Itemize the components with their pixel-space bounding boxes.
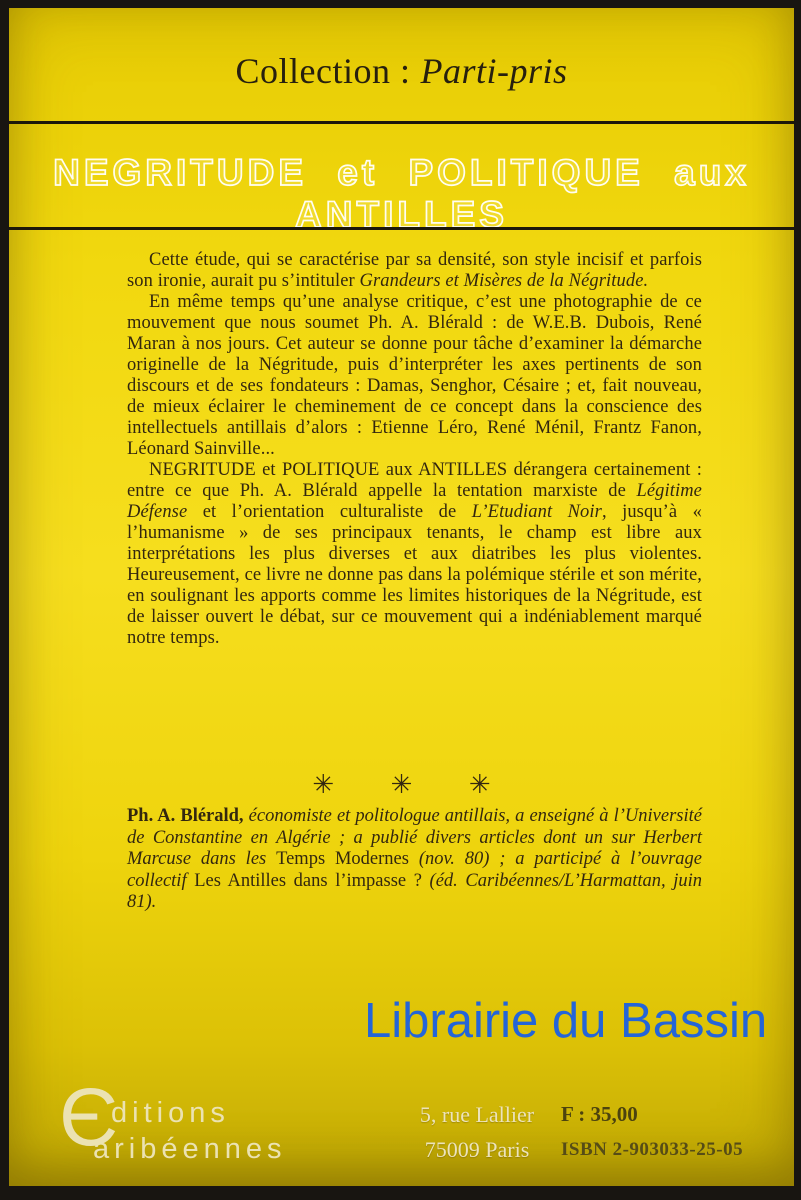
author-note: [127, 806, 702, 914]
footer: [9, 1072, 794, 1186]
price: F : 35,00: [561, 1102, 638, 1126]
publisher-logo: [59, 1072, 359, 1183]
publisher-name-line1: ditions: [111, 1097, 230, 1129]
book-title: NEGRITUDE et POLITIQUE aux ANTILLES: [53, 152, 750, 235]
paragraph: NEGRITUDE et POLITIQUE aux ANTILLES dérangera certainement : entre ce que Ph. A. Blérald appelle la tentation marxiste de Légitime Défense et l’orientation culturaliste de L’Etudiant Noir, jusqu’à « l’humanisme » de ses principaux tenants, le champ est libre aux interprétations les plus diverses et aux diatribes les plus violentes. Heureusement, ce livre ne donne pas dans la polémique stérile et son mérite, en soulignant les apports comme les limites historiques de la Négritude, est de laisser ouvert le débat, sur ce mouvement qui a indéniablement marqué notre temps.: [127, 460, 702, 648]
paragraph: Cette étude, qui se caractérise par sa densité, son style incisif et parfois son ironie, aurait pu s’intituler Grandeurs et Misères de la Négritude.: [127, 250, 702, 291]
body-text: [127, 250, 702, 649]
divider-top: [9, 121, 794, 124]
address-street: 5, rue Lallier: [419, 1102, 535, 1127]
publisher-name-line2: aribéennes: [93, 1133, 287, 1165]
back-cover: [9, 8, 794, 1186]
collection-line: [9, 50, 794, 92]
publisher-address: [397, 1097, 557, 1167]
paragraph: En même temps qu’une analyse critique, c’est une photographie de ce mouvement que nous soumet Ph. A. Blérald : de W.E.B. Dubois, René Maran à nos jours. Cet auteur se donne pour tâche d’examiner la démarche originelle de la Négritude, puis d’interpréter les axes pertinents de son discours et de ses fondateurs : Damas, Senghor, Césaire ; et, fait nouveau, de mieux éclairer le cheminement de ce concept dans la conscience des intellectuels antillais d’alors : Etienne Léro, René Ménil, Frantz Fanon, Léonard Sainville...: [127, 292, 702, 459]
paragraph: Ph. A. Blérald, économiste et politologue antillais, a enseigné à l’Université de Constantine en Algérie ; a publié divers articles dont un sur Herbert Marcuse dans les Temps Modernes (nov. 80) ; a participé à l’ouvrage collectif Les Antilles dans l’impasse ? (éd. Caribéennes/L’Harmattan, juin 81).: [127, 806, 703, 912]
publisher-monogram-icon: Є: [59, 1072, 118, 1163]
collection-label: Collection :: [235, 51, 411, 91]
stars-separator: ✳ ✳ ✳: [312, 770, 491, 799]
collection-name: Parti-pris: [420, 51, 568, 91]
divider-bottom: [9, 227, 794, 230]
bookseller-watermark: Librairie du Bassin: [364, 994, 768, 1048]
isbn: ISBN 2-903033-25-05: [561, 1139, 744, 1160]
pricing-block: [561, 1097, 771, 1167]
address-city: 75009 Paris: [424, 1137, 530, 1162]
